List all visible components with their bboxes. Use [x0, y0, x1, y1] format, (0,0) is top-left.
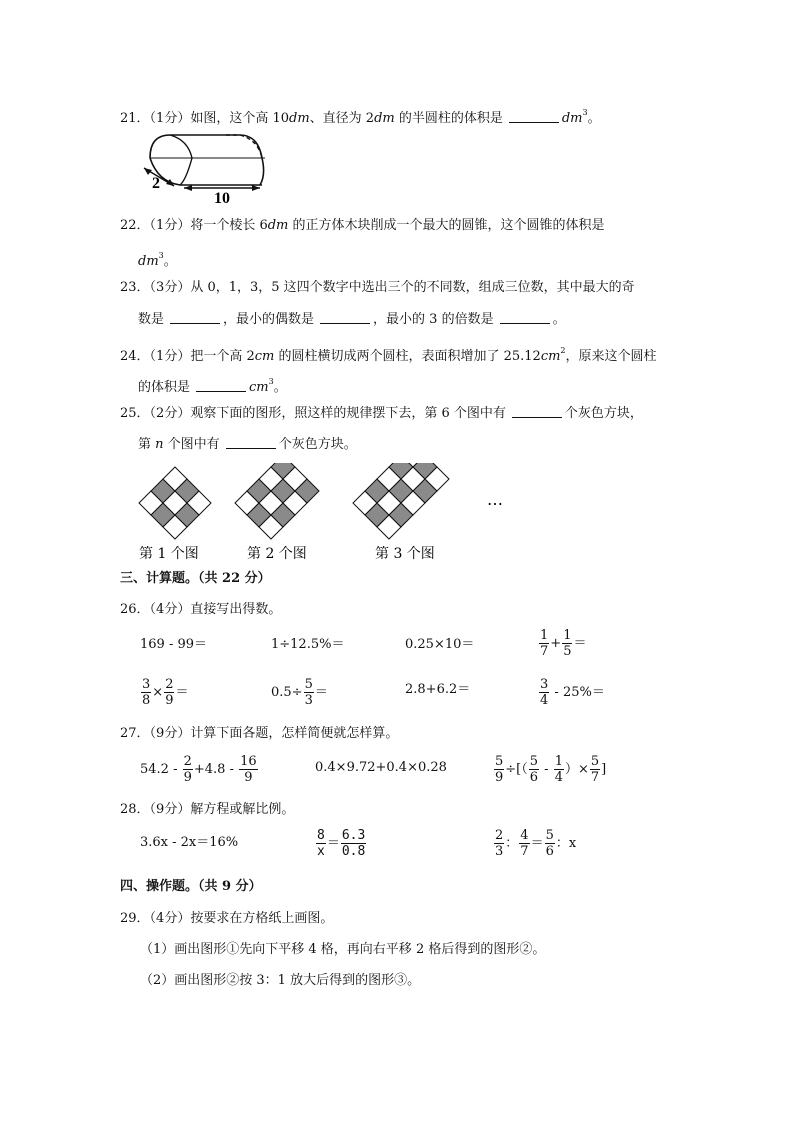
question-29-title: 29．（4分）按要求在方格纸上画图。	[120, 911, 334, 926]
half-cylinder-figure	[140, 130, 270, 205]
ellipsis: …	[487, 490, 503, 509]
q29-step-2: （2）画出图形②按 3：1 放大后得到的图形③。	[140, 973, 421, 988]
q26-expr-2: 1÷12.5%＝	[271, 637, 345, 652]
caption-figure-3: 第 3 个图	[375, 546, 435, 562]
q27-expr-c: $\frac{5}{9}$ ÷[（ $\frac{5}{6}$ - $\frac{1}{4}$ ）× $\frac{5}{7}$ ]	[495, 754, 607, 785]
question-22-line2: $dm^3$。	[138, 251, 177, 269]
question-22: 22．（1分）将一个棱长 6dm 的正方体木块削成一个最大的圆锥，这个圆锥的体积是	[120, 218, 605, 233]
answer-blank[interactable]	[226, 435, 276, 449]
q26-expr-1: 169 - 99＝	[140, 637, 208, 652]
caption-figure-1: 第 1 个图	[139, 546, 199, 562]
question-21: 21．（1分）如图，这个高 10dm、直径为 2dm 的半圆柱的体积是 $dm^3$。	[120, 108, 601, 126]
question-28-title: 28．（9分）解方程或解比例。	[120, 802, 295, 817]
answer-blank[interactable]	[196, 378, 246, 392]
figure-width-label: 2	[152, 175, 160, 192]
q26-expr-6: 0.5÷ $\frac{5}{3}$ ＝	[271, 677, 328, 708]
q27-expr-a: 54.2 - $\frac{2}{9}$ +4.8 - $\frac{16}{9}$	[140, 754, 257, 785]
question-23-line2: 数是 ，最小的偶数是 ，最小的 3 的倍数是 。	[138, 312, 566, 327]
question-24-line2: 的体积是 $cm^3$。	[138, 377, 287, 395]
q26-expr-4: $\frac{1}{7}$ + $\frac{1}{5}$ ＝	[540, 628, 587, 659]
q27-expr-b: 0.4×9.72+0.4×0.28	[315, 760, 447, 775]
q28-eq-a: 3.6x - 2x＝16%	[140, 835, 239, 850]
caption-figure-2: 第 2 个图	[247, 546, 307, 562]
answer-blank[interactable]	[500, 310, 550, 324]
pattern-figures	[135, 463, 515, 573]
section-4-heading: 四、操作题。（共 9 分）	[120, 879, 262, 894]
question-25: 25．（2分）观察下面的图形，照这样的规律摆下去，第 6 个图中有 个灰色方块，	[120, 406, 643, 421]
q26-expr-5: $\frac{3}{8}$ × $\frac{2}{9}$ ＝	[142, 677, 189, 708]
q28-eq-b: $\frac{8}{x}$ ＝ $\frac{6.3}{0.8}$	[317, 828, 366, 859]
q26-expr-3: 0.25×10＝	[405, 637, 475, 652]
q29-step-1: （1）画出图形①先向下平移 4 格，再向右平移 2 格后得到的图形②。	[140, 942, 546, 957]
section-3-heading: 三、计算题。（共 22 分）	[120, 571, 271, 586]
question-25-line2: 第 n 个图中有 个灰色方块。	[138, 437, 357, 452]
question-26-title: 26．（4分）直接写出得数。	[120, 602, 282, 617]
question-27-title: 27．（9分）计算下面各题，怎样简便就怎样算。	[120, 726, 399, 741]
answer-blank[interactable]	[320, 310, 370, 324]
answer-blank[interactable]	[170, 310, 220, 324]
answer-blank[interactable]	[512, 404, 562, 418]
q26-expr-8: $\frac{3}{4}$ - 25%＝	[540, 677, 605, 708]
q28-eq-c: $\frac{2}{3}$ ： $\frac{4}{7}$ ＝ $\frac{5}{6}$ ：x	[495, 828, 577, 859]
question-24: 24．（1分）把一个高 2cm 的圆柱横切成两个圆柱，表面积增加了 $25.12cm^2$，原来这个圆柱	[120, 346, 657, 364]
figure-length-label: 10	[214, 190, 230, 205]
question-23: 23．（3分）从 0，1，3，5 这四个数字中选出三个的不同数，组成三位数，其中最大的奇	[120, 280, 635, 295]
q26-expr-7: 2.8+6.2＝	[405, 682, 471, 697]
answer-blank[interactable]	[509, 109, 559, 123]
